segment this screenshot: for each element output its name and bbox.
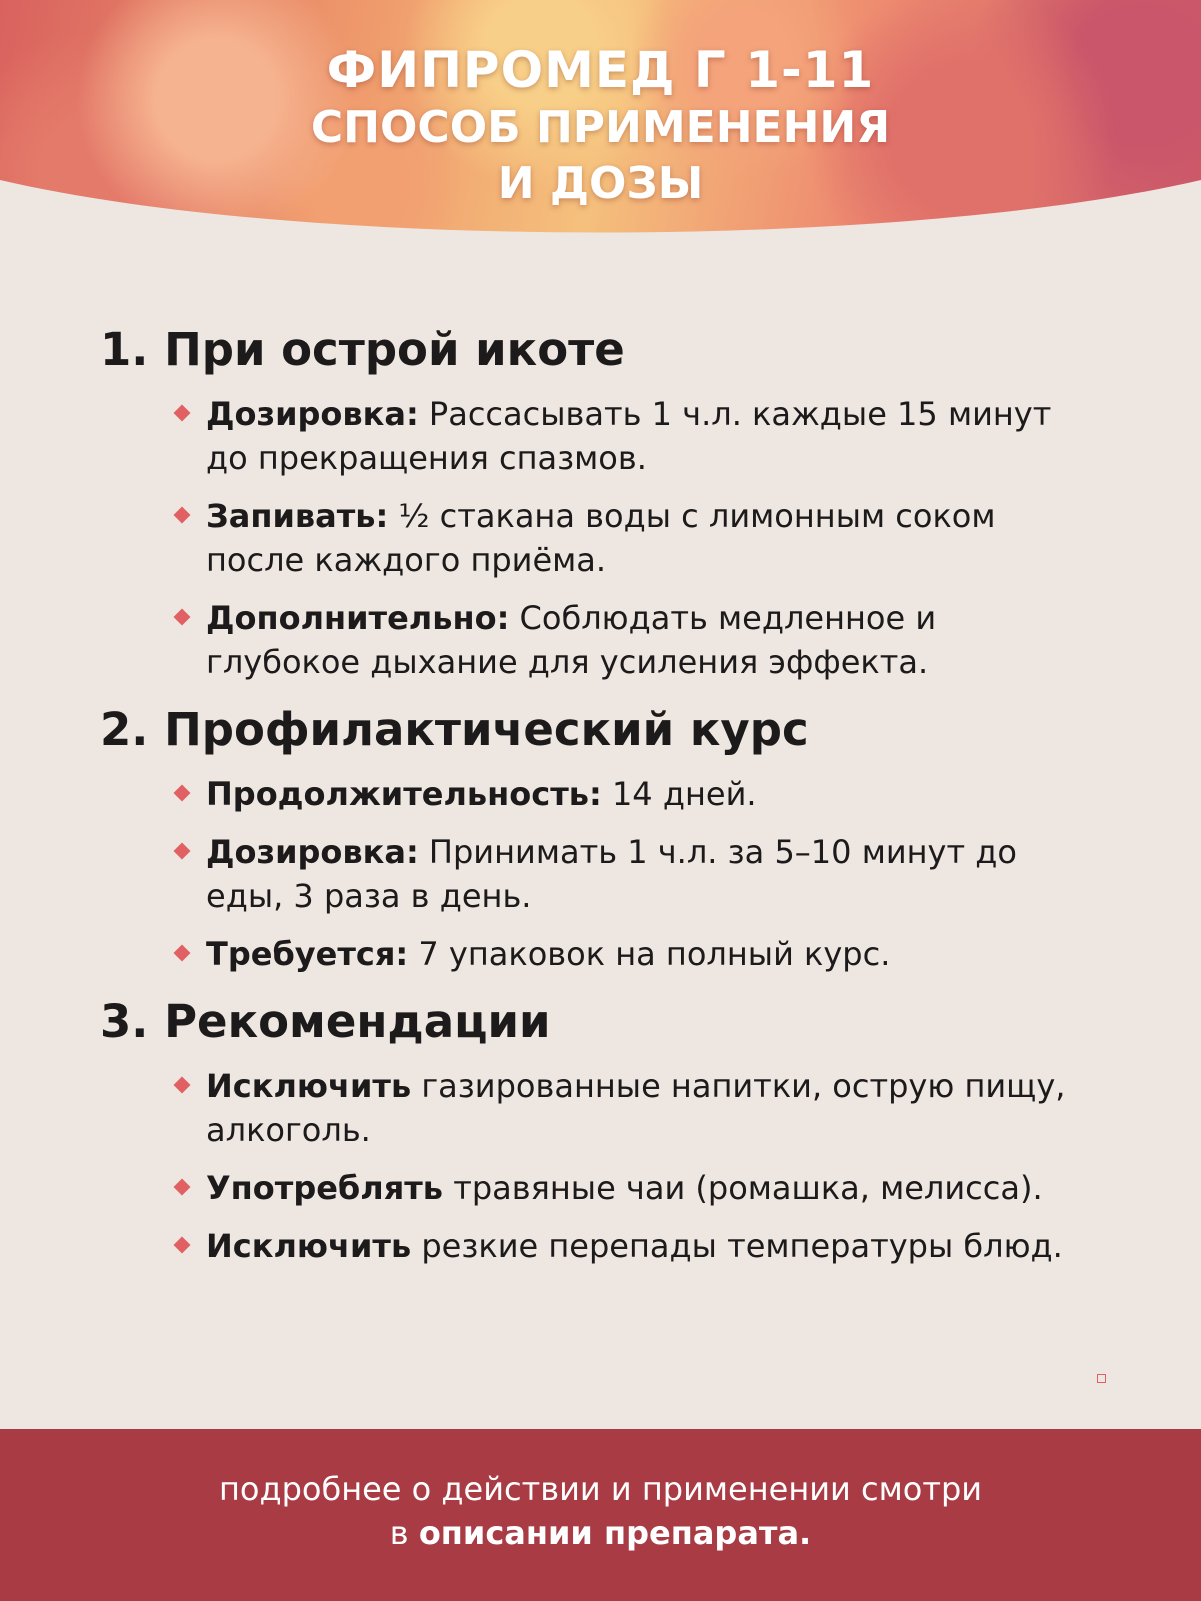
item-text: Соблюдать медленное и глубокое дыхание для усиления эффекта.: [206, 599, 937, 681]
item-text: резкие перепады температуры блюд.: [411, 1227, 1063, 1265]
list-item: [176, 772, 1066, 816]
item-text: 7 упаковок на полный курс.: [408, 935, 891, 973]
diamond-bullet-icon: [174, 1179, 191, 1196]
item-label: Употреблять: [206, 1169, 444, 1207]
item-label: Дозировка:: [206, 833, 419, 871]
diamond-bullet-icon: [174, 785, 191, 802]
list-item: [176, 1166, 1066, 1210]
item-text: Рассасывать 1 ч.л. каждые 15 минут до прекращения спазмов.: [206, 395, 1052, 477]
title-line-3: И ДОЗЫ: [497, 158, 704, 209]
footer-line-2-prefix: в: [389, 1514, 419, 1552]
title-line-1: ФИПРОМЕД Г 1-11: [326, 41, 875, 99]
diamond-bullet-icon: [174, 1237, 191, 1254]
item-label: Исключить: [206, 1227, 412, 1265]
item-label: Дозировка:: [206, 395, 419, 433]
diamond-bullet-icon: [174, 405, 191, 422]
main-content: [100, 318, 1100, 1282]
section-title-2: 2. Профилактический курс: [100, 703, 809, 756]
section-2-list: [176, 772, 1100, 976]
list-item: [176, 1224, 1066, 1268]
footer-line-1: подробнее о действии и применении смотри: [218, 1470, 983, 1508]
list-item: [176, 494, 1066, 582]
item-text: ½ стакана воды с лимонным соком после каждого приёма.: [206, 497, 996, 579]
item-label: Дополнительно:: [206, 599, 510, 637]
list-item: [176, 392, 1066, 480]
list-item: [176, 932, 1066, 976]
section-3-list: [176, 1064, 1100, 1268]
small-square-mark-icon: [1097, 1374, 1106, 1383]
footer-line-2: [0, 1511, 1201, 1555]
diamond-bullet-icon: [174, 609, 191, 626]
item-label: Запивать:: [206, 497, 389, 535]
item-text: 14 дней.: [601, 775, 757, 813]
footer-banner: [0, 1429, 1201, 1601]
list-item: [176, 830, 1066, 918]
page-title: [0, 40, 1201, 212]
section-title-1: 1. При острой икоте: [100, 323, 625, 376]
item-text: травяные чаи (ромашка, мелисса).: [443, 1169, 1043, 1207]
diamond-bullet-icon: [174, 1077, 191, 1094]
item-label: Требуется:: [206, 935, 409, 973]
section-1-list: [176, 392, 1100, 684]
item-label: Исключить: [206, 1067, 412, 1105]
footer-line-2-bold: описании препарата.: [418, 1514, 812, 1552]
item-text: газированные напитки, острую пищу, алкоголь.: [206, 1067, 1066, 1149]
section-title-3: 3. Рекомендации: [100, 995, 551, 1048]
header-banner: [0, 0, 1201, 250]
list-item: [176, 596, 1066, 684]
diamond-bullet-icon: [174, 945, 191, 962]
title-line-2: СПОСОБ ПРИМЕНЕНИЯ: [310, 102, 891, 153]
item-label: Продолжительность:: [206, 775, 602, 813]
diamond-bullet-icon: [174, 507, 191, 524]
diamond-bullet-icon: [174, 843, 191, 860]
list-item: [176, 1064, 1066, 1152]
item-text: Принимать 1 ч.л. за 5–10 минут до еды, 3 раза в день.: [206, 833, 1017, 915]
